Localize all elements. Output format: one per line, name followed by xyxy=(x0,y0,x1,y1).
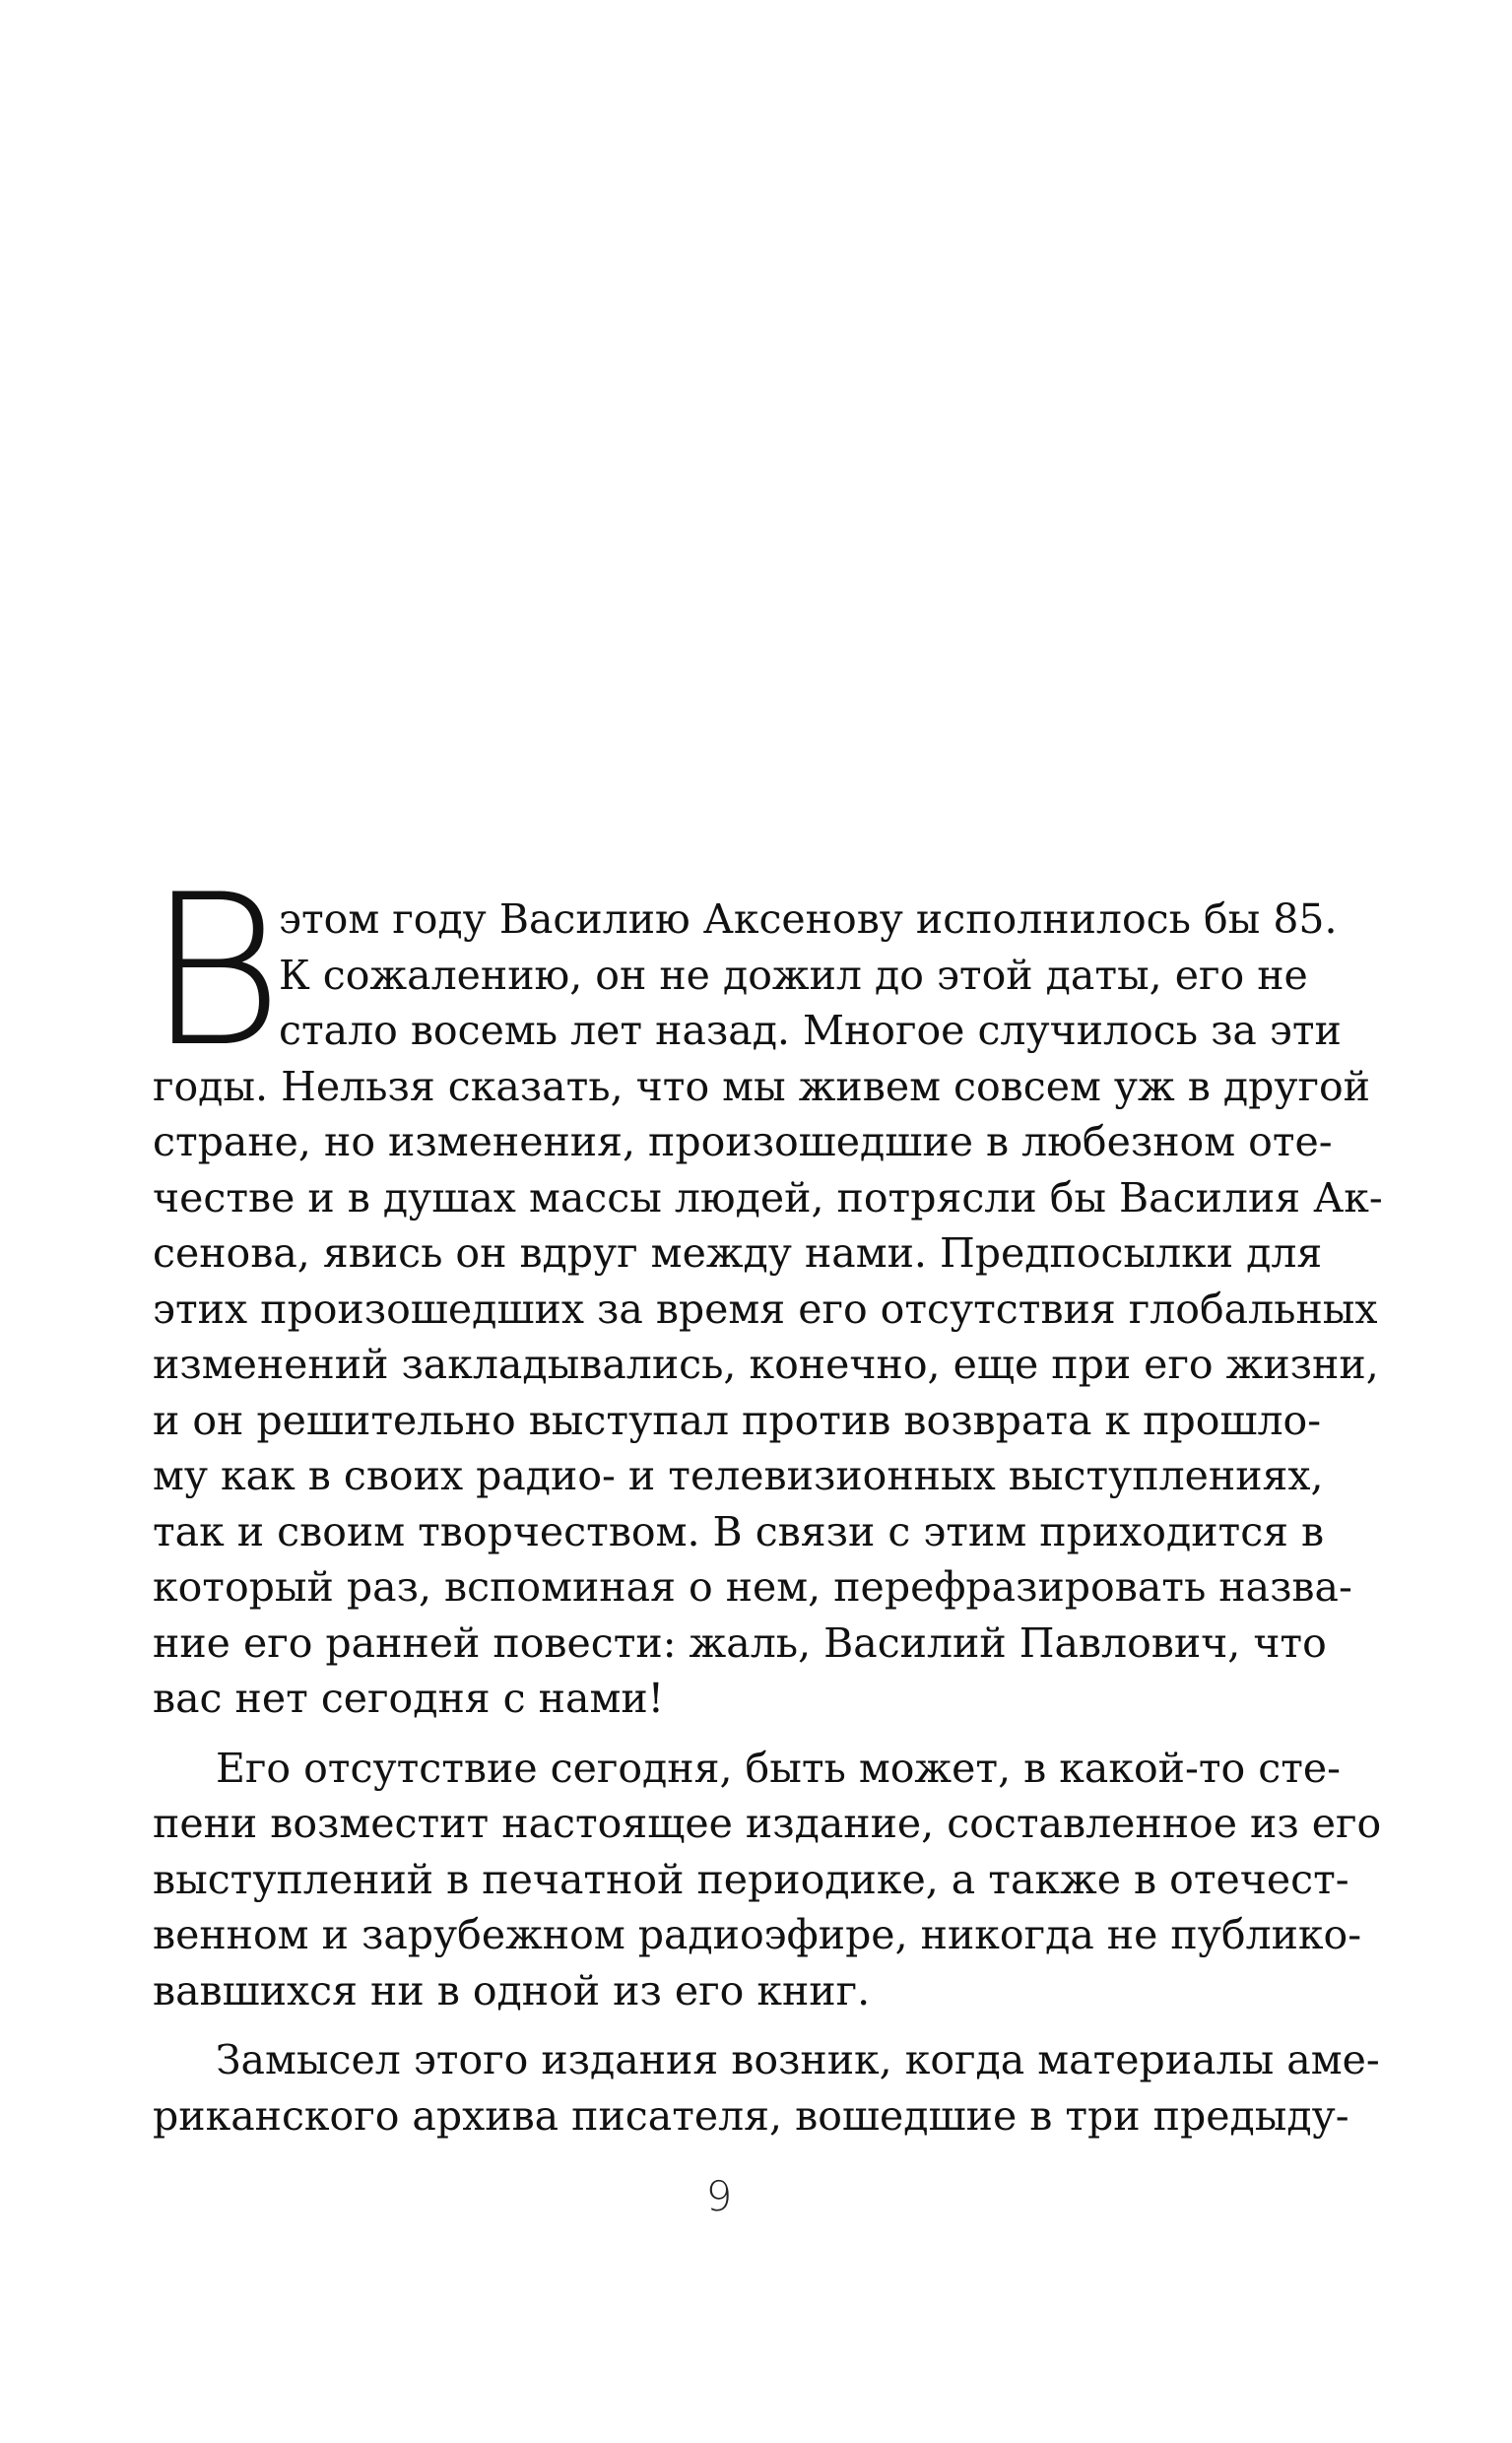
text-line: вас нет сегодня с нами! xyxy=(153,1675,665,1722)
paragraph-3 xyxy=(153,2032,1380,2144)
paragraph-2 xyxy=(153,1741,1382,2019)
text-line: этих произошедших за время его отсутствия глобальных xyxy=(153,1285,1378,1333)
text-line: этом году Василию Аксенову исполнилось бы 85. xyxy=(279,895,1338,943)
body-text xyxy=(147,849,1383,2144)
text-line: К сожалению, он не дожил до этой даты, его не xyxy=(279,951,1308,999)
text-line: му как в своих радио- и телевизионных выступлениях, xyxy=(153,1452,1324,1499)
text-line: Замысел этого издания возник, когда материалы аме- xyxy=(216,2036,1380,2083)
page-number: 9 xyxy=(705,2172,733,2220)
text-line: и он решительно выступал против возврата к прошло- xyxy=(153,1396,1322,1444)
text-line: риканского архива писателя, вошедшие в три предыду- xyxy=(153,2091,1349,2140)
text-line: годы. Нельзя сказать, что мы живем совсем уж в другой xyxy=(153,1062,1371,1110)
text-line: Его отсутствие сегодня, быть может, в какой-то сте- xyxy=(216,1744,1341,1792)
paragraph-spacer xyxy=(153,1727,1285,1741)
text-line: пени возместит настоящее издание, составленное из его xyxy=(153,1800,1382,1847)
text-line: вавшихся ни в одной из его книг. xyxy=(153,1966,871,2014)
text-line: сенова, явись он вдруг между нами. Предпосылки для xyxy=(153,1229,1323,1277)
text-line: так и своим творчеством. В связи с этим приходится в xyxy=(153,1507,1325,1555)
text-line: выступлений в печатной периодике, а также в отечест- xyxy=(153,1855,1349,1903)
text-line: изменений закладывались, конечно, еще при его жизни, xyxy=(153,1341,1379,1388)
paragraph-spacer xyxy=(153,2018,1285,2032)
text-line: честве и в душах массы людей, потрясли бы Василия Ак- xyxy=(153,1173,1383,1222)
text-line: стало восемь лет назад. Многое случилось за эти xyxy=(279,1007,1342,1054)
text-line: который раз, вспоминая о нем, перефразировать назва- xyxy=(153,1563,1352,1611)
drop-cap: В xyxy=(147,849,284,1092)
paragraph-1 xyxy=(153,891,1383,1727)
text-line: ние его ранней повести: жаль, Василий Павлович, что xyxy=(153,1618,1327,1667)
text-line: стране, но изменения, произошедшие в любезном оте- xyxy=(153,1118,1333,1165)
text-line: венном и зарубежном радиоэфире, никогда не публико- xyxy=(153,1911,1362,1958)
